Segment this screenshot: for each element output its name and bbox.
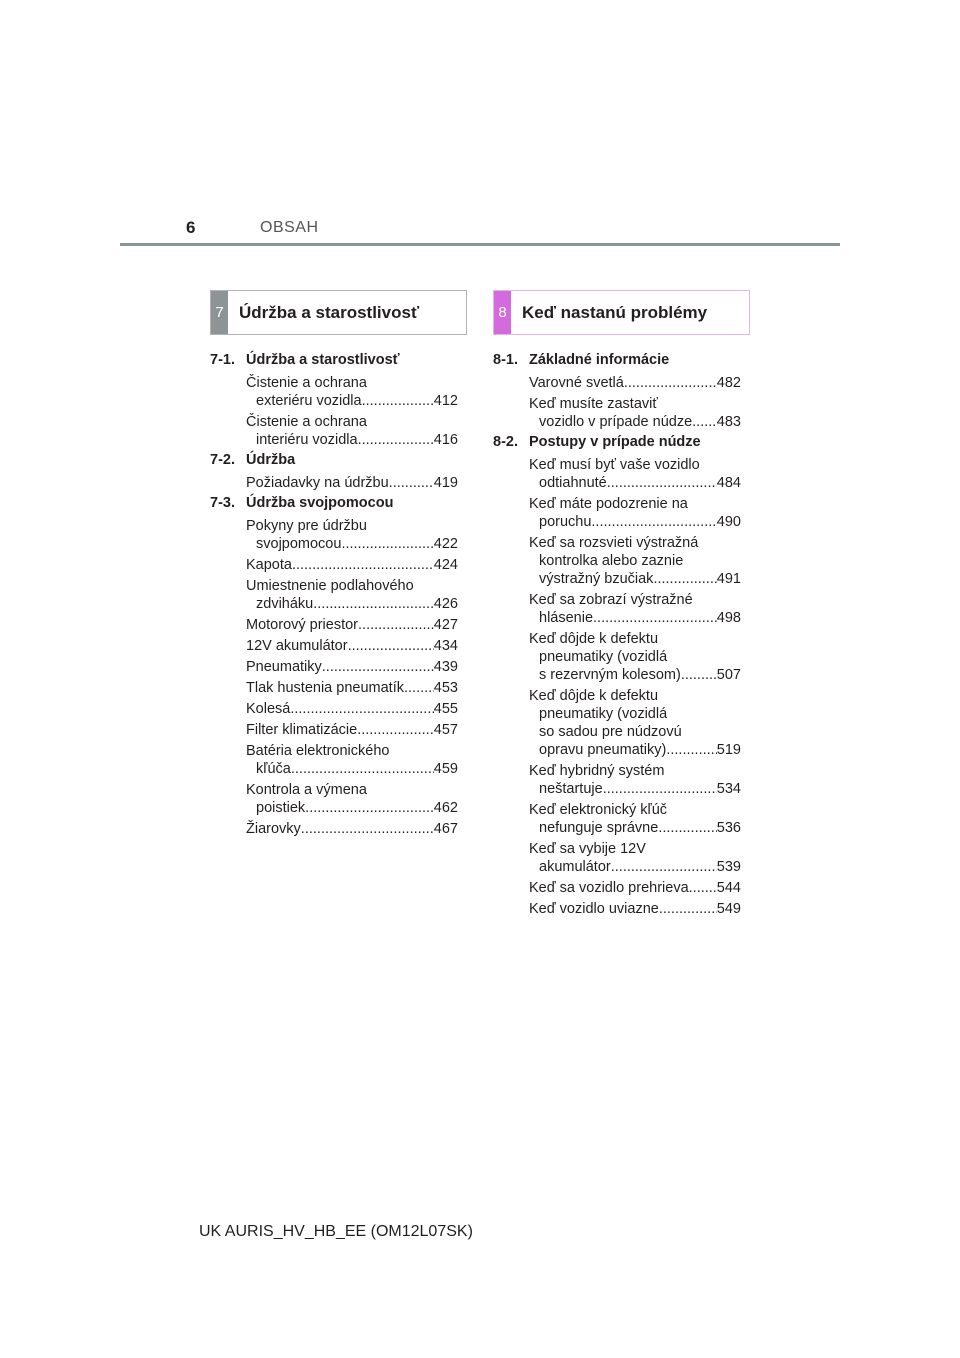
entry-text-line: Keď sa vozidlo prehrieva [529,880,689,896]
chapter-title: Údržba a starostlivosť [246,352,400,368]
section-title-8: Keď nastanú problémy [522,303,708,322]
dot-leader [624,374,717,392]
section-tab-7: 7 [211,291,228,334]
entry-page-number: 536 [716,820,741,836]
dot-leader [681,666,717,684]
dot-leader [358,431,434,449]
entry-text-line: vozidlo v prípade núdze [539,414,693,430]
document-code: UK AURIS_HV_HB_EE (OM12L07SK) [199,1223,473,1240]
toc-entry[interactable] [493,840,741,876]
dot-leader [659,900,717,918]
entry-text-line: Pokyny pre údržbu [246,518,367,534]
entry-text-line: interiéru vozidla [256,432,358,448]
dot-leader [607,474,717,492]
dot-leader [658,819,716,837]
page-number: 6 [186,218,196,237]
entry-text-line: so sadou pre núdzovú [539,724,682,740]
toc-entry[interactable] [210,374,458,410]
toc-entry[interactable] [210,820,458,838]
entry-text-line: Keď musí byť vaše vozidlo [529,457,700,473]
toc-entry[interactable] [210,781,458,817]
entry-page-number: 491 [716,571,741,587]
entry-text-line: nefunguje správne [539,820,659,836]
entry-text-line: Keď hybridný systém [529,763,665,779]
entry-text-line: odtiahnuté [539,475,607,491]
dot-leader [291,760,434,778]
dot-leader [591,513,716,531]
entry-text-line: Keď vozidlo uviazne [529,901,659,917]
entry-page-number: 412 [433,393,458,409]
toc-entry[interactable] [210,658,458,676]
entry-text-line: Tlak hustenia pneumatík [246,680,404,696]
entry-text-line: Umiestnenie podlahového [246,578,414,594]
entry-text-line: Požiadavky na údržbu [246,475,389,491]
entry-text-line: poistiek [256,800,306,816]
dot-leader [305,799,434,817]
toc-entry[interactable] [493,687,741,759]
entry-page-number: 544 [716,880,741,896]
dot-leader [389,474,434,492]
chapter-title: Postupy v prípade núdze [529,434,701,450]
toc-entry[interactable] [210,474,458,492]
chapter-heading[interactable] [210,452,458,472]
entry-text-line: výstražný bzučiak [539,571,654,587]
entry-text-line: Keď musíte zastaviť [529,396,658,412]
entry-page-number: 424 [433,557,458,573]
toc-entry[interactable] [493,900,741,918]
chapter-title: Základné informácie [529,352,670,368]
section-title-7: Údržba a starostlivosť [239,303,420,322]
toc-entry[interactable] [493,534,741,588]
entry-page-number: 467 [433,821,458,837]
entry-page-number: 422 [433,536,458,552]
dot-leader [348,637,434,655]
entry-text-line: Čistenie a ochrana [246,414,367,430]
toc-entry[interactable] [210,721,458,739]
chapter-heading[interactable] [493,434,741,454]
entry-text-line: pneumatiky (vozidlá [539,706,668,722]
entry-text-line: exteriéru vozidla [256,393,362,409]
entry-page-number: 434 [433,638,458,654]
entry-page-number: 507 [716,667,741,683]
entry-text-line: svojpomocou [256,536,342,552]
toc-entry[interactable] [493,374,741,392]
entry-text-line: Batéria elektronického [246,743,390,759]
entry-text-line: Kolesá [246,701,291,717]
dot-leader [357,721,434,739]
entry-page-number: 483 [716,414,741,430]
toc-entry[interactable] [493,591,741,627]
dot-leader [313,595,434,613]
entry-text-line: Filter klimatizácie [246,722,358,738]
entry-text-line: kontrolka alebo zaznie [539,553,684,569]
entry-page-number: 439 [433,659,458,675]
entry-text-line: zdviháku [256,596,314,612]
dot-leader [301,820,434,838]
entry-text-line: Keď máte podozrenie na [529,496,688,512]
entry-text-line: Keď dôjde k defektu [529,631,659,647]
entry-text-line: kľúča [256,761,291,777]
section-7-header[interactable] [210,290,467,335]
dot-leader [322,658,434,676]
entry-text-line: hlásenie [539,610,594,626]
entry-text-line: Varovné svetlá [529,375,624,391]
entry-page-number: 484 [716,475,741,491]
entry-page-number: 453 [433,680,458,696]
toc-entry[interactable] [210,616,458,634]
section-8-header[interactable] [493,290,750,335]
dot-leader [689,879,717,897]
toc-entry[interactable] [210,413,458,449]
toc-entry[interactable] [210,556,458,574]
toc-column-7 [210,352,458,841]
entry-text-line: akumulátor [539,859,611,875]
entry-page-number: 539 [716,859,741,875]
chapter-title: Údržba [246,452,296,468]
entry-text-line: pneumatiky (vozidlá [539,649,668,665]
toc-entry[interactable] [210,517,458,553]
dot-leader [290,700,433,718]
toc-entry[interactable] [493,630,741,684]
entry-text-line: neštartuje [539,781,603,797]
dot-leader [603,780,717,798]
entry-text-line: Keď sa rozsvieti výstražná [529,535,699,551]
entry-page-number: 455 [433,701,458,717]
chapter-number: 7-1. [210,352,235,368]
chapter-heading[interactable] [210,495,458,515]
chapter-number: 8-1. [493,352,518,368]
dot-leader [611,858,717,876]
toc-column-8 [493,352,741,921]
entry-text-line: 12V akumulátor [246,638,348,654]
toc-entry[interactable] [210,637,458,655]
dot-leader [666,741,716,759]
entry-page-number: 482 [716,375,741,391]
toc-entry[interactable] [210,679,458,697]
entry-page-number: 419 [433,475,458,491]
entry-page-number: 426 [433,596,458,612]
chapter-number: 7-3. [210,495,235,511]
chapter-heading[interactable] [210,352,458,372]
entry-page-number: 462 [433,800,458,816]
chapter-number: 8-2. [493,434,518,450]
toc-entry[interactable] [210,742,458,778]
entry-text-line: poruchu [539,514,592,530]
entry-text-line: Keď dôjde k defektu [529,688,659,704]
toc-entry[interactable] [493,879,741,897]
dot-leader [653,570,716,588]
entry-text-line: Čistenie a ochrana [246,375,367,391]
dot-leader [404,679,434,697]
entry-text-line: Kapota [246,557,292,573]
entry-text-line: Žiarovky [246,821,301,837]
entry-page-number: 549 [716,901,741,917]
toc-entry[interactable] [210,700,458,718]
toc-entry[interactable] [493,456,741,492]
entry-text-line: Pneumatiky [246,659,322,675]
chapter-number: 7-2. [210,452,235,468]
dot-leader [292,556,434,574]
toc-entry[interactable] [493,801,741,837]
dot-leader [358,616,434,634]
chapter-title: Údržba svojpomocou [246,495,394,511]
toc-entry[interactable] [493,762,741,798]
section-tab-8: 8 [494,291,511,334]
dot-leader [692,413,717,431]
entry-page-number: 459 [433,761,458,777]
page-title: OBSAH [260,219,319,236]
entry-page-number: 457 [433,722,458,738]
dot-leader [341,535,433,553]
toc-entry[interactable] [493,395,741,431]
entry-text-line: s rezervným kolesom) [539,667,681,683]
entry-page-number: 490 [716,514,741,530]
dot-leader [362,392,434,410]
dot-leader [593,609,717,627]
entry-page-number: 519 [716,742,741,758]
entry-text-line: Kontrola a výmena [246,782,367,798]
entry-page-number: 416 [433,432,458,448]
entry-text-line: opravu pneumatiky) [539,742,667,758]
chapter-heading[interactable] [493,352,741,372]
header-divider [120,243,840,246]
entry-text-line: Keď elektronický kľúč [529,802,668,818]
entry-page-number: 534 [716,781,741,797]
toc-entry[interactable] [493,495,741,531]
entry-text-line: Keď sa zobrazí výstražné [529,592,693,608]
entry-text-line: Motorový priestor [246,617,359,633]
entry-text-line: Keď sa vybije 12V [529,841,646,857]
toc-entry[interactable] [210,577,458,613]
entry-page-number: 427 [433,617,458,633]
entry-page-number: 498 [716,610,741,626]
